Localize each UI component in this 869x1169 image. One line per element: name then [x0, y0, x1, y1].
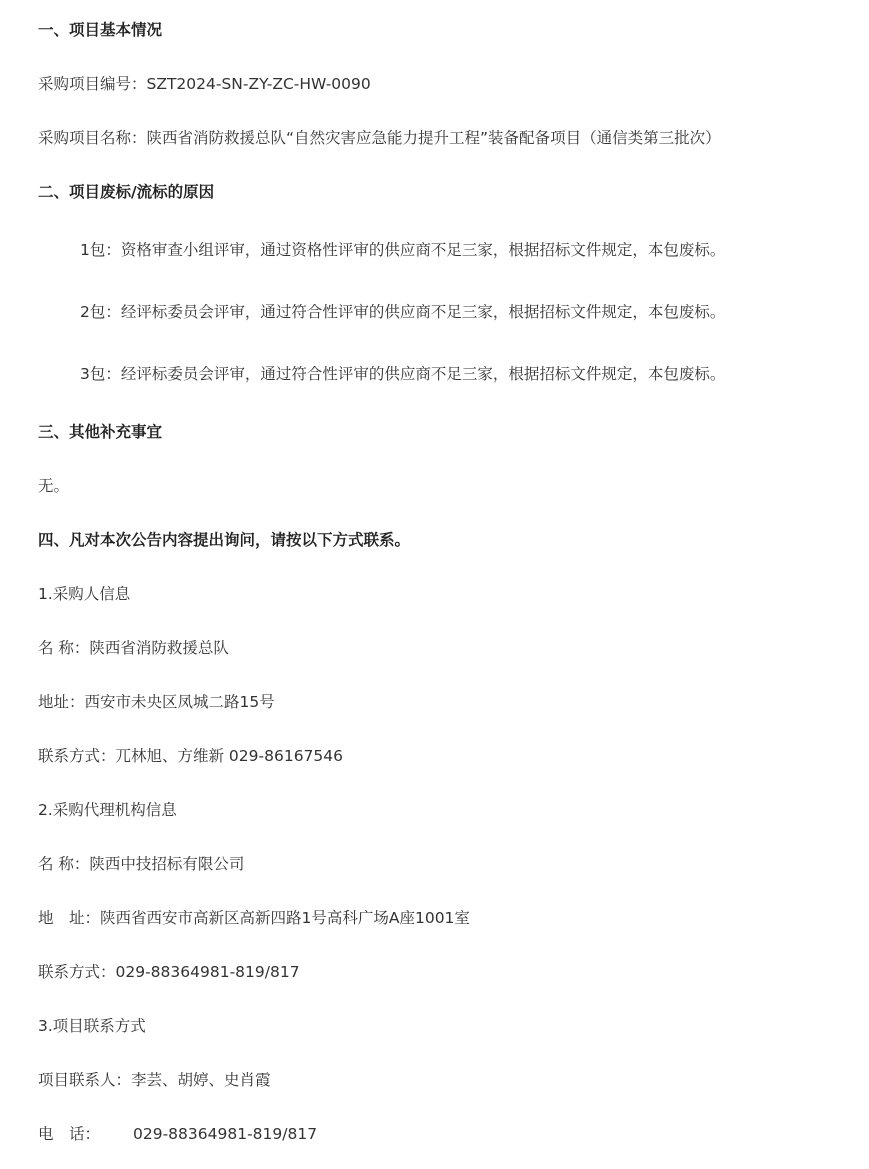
- project-contact-phone: [38, 1123, 317, 1145]
- agency-contact: 联系方式：029-88364981-819/817: [38, 963, 300, 981]
- reason-package-1: 1包：资格审查小组评审，通过资格性评审的供应商不足三家，根据招标文件规定，本包废标。: [80, 241, 726, 259]
- reason-package-2: 2包：经评标委员会评审，通过符合性评审的供应商不足三家，根据招标文件规定，本包废标。: [80, 303, 726, 321]
- purchaser-title: 1.采购人信息: [38, 585, 131, 603]
- section-2-heading: 二、项目废标/流标的原因: [38, 183, 215, 201]
- agency-title: 2.采购代理机构信息: [38, 801, 177, 819]
- section-4-heading: 四、凡对本次公告内容提出询问，请按以下方式联系。: [38, 531, 411, 549]
- phone-label: 电 话：: [38, 1125, 101, 1143]
- purchaser-name: 名 称：陕西省消防救援总队: [38, 639, 229, 657]
- agency-name: 名 称：陕西中技招标有限公司: [38, 855, 245, 873]
- project-number: 采购项目编号：SZT2024-SN-ZY-ZC-HW-0090: [38, 75, 371, 93]
- purchaser-contact: 联系方式：兀林旭、方维新 029-86167546: [38, 747, 343, 765]
- phone-value: 029-88364981-819/817: [133, 1125, 318, 1143]
- reason-package-3: 3包：经评标委员会评审，通过符合性评审的供应商不足三家，根据招标文件规定，本包废标。: [80, 365, 726, 383]
- section-1-heading: 一、项目基本情况: [38, 21, 163, 39]
- project-contact-persons: 项目联系人：李芸、胡婷、史肖霞: [38, 1071, 271, 1089]
- purchaser-address: 地址：西安市未央区凤城二路15号: [38, 693, 275, 711]
- project-contact-title: 3.项目联系方式: [38, 1017, 146, 1035]
- section-3-heading: 三、其他补充事宜: [38, 423, 163, 441]
- agency-address: 地 址：陕西省西安市高新区高新四路1号高科广场A座1001室: [38, 909, 470, 927]
- section-3-content: 无。: [38, 477, 70, 495]
- project-name: 采购项目名称：陕西省消防救援总队“自然灾害应急能力提升工程”装备配备项目（通信类第三批次）: [38, 129, 721, 147]
